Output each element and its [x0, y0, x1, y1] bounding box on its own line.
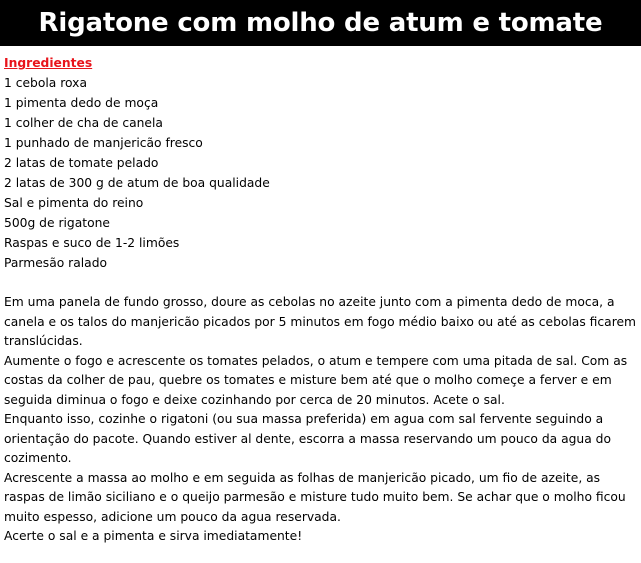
- recipe-content: [4, 53, 639, 547]
- ingredients-list: [4, 73, 639, 273]
- step-paragraph: Acerte o sal e a pimenta e sirva imediatamente!: [4, 529, 303, 543]
- ingredients-heading: Ingredientes: [4, 56, 93, 70]
- step-paragraph: Acrescente a massa ao molho e em seguida as folhas de manjericão picado, um fio de azeite, as raspas de limão siciliano e o queijo parmesão e misture tudo muito bem. Se achar que o molho ficou muito espesso, adicione um pouco da agua reservada.: [4, 470, 626, 524]
- step-paragraph: Em uma panela de fundo grosso, doure as cebolas no azeite junto com a pimenta dedo de moca, a canela e os talos do manjericão picados por 5 minutos em fogo médio baixo ou até as cebolas ficarem translúcidas.: [4, 295, 637, 348]
- step-paragraph: Enquanto isso, cozinhe o rigatoni (ou sua massa preferida) em agua com sal fervente seguindo a orientação do pacote. Quando estiver al dente, escorra a massa reservando um pouco da agua do cozimento.: [4, 412, 611, 465]
- ingredient-item: 500g de rigatone: [4, 216, 110, 230]
- recipe-title: Rigatone com molho de atum e tomate: [38, 8, 603, 38]
- ingredient-item: 1 punhado de manjericão fresco: [4, 136, 203, 150]
- ingredient-item: 1 cebola roxa: [4, 76, 87, 90]
- ingredient-item: Raspas e suco de 1-2 limões: [4, 236, 180, 250]
- section-spacer: [4, 273, 639, 293]
- step-paragraph: Aumente o fogo e acrescente os tomates pelados, o atum e tempere com uma pitada de sal. Com as costas da colher de pau, quebre os tomates e misture bem até que o molho começe a ferver e em seguida diminua o fogo e deixe cozinhando por cerca de 20 minutos. Acete o sal.: [4, 353, 628, 407]
- ingredient-item: Sal e pimenta do reino: [4, 196, 144, 210]
- title-banner: [0, 0, 641, 46]
- ingredient-item: 2 latas de 300 g de atum de boa qualidade: [4, 176, 270, 190]
- preparation-steps: [4, 293, 639, 547]
- ingredient-item: 2 latas de tomate pelado: [4, 156, 159, 170]
- ingredient-item: Parmesão ralado: [4, 256, 108, 270]
- ingredient-item: 1 pimenta dedo de moça: [4, 96, 159, 110]
- ingredient-item: 1 colher de cha de canela: [4, 116, 163, 130]
